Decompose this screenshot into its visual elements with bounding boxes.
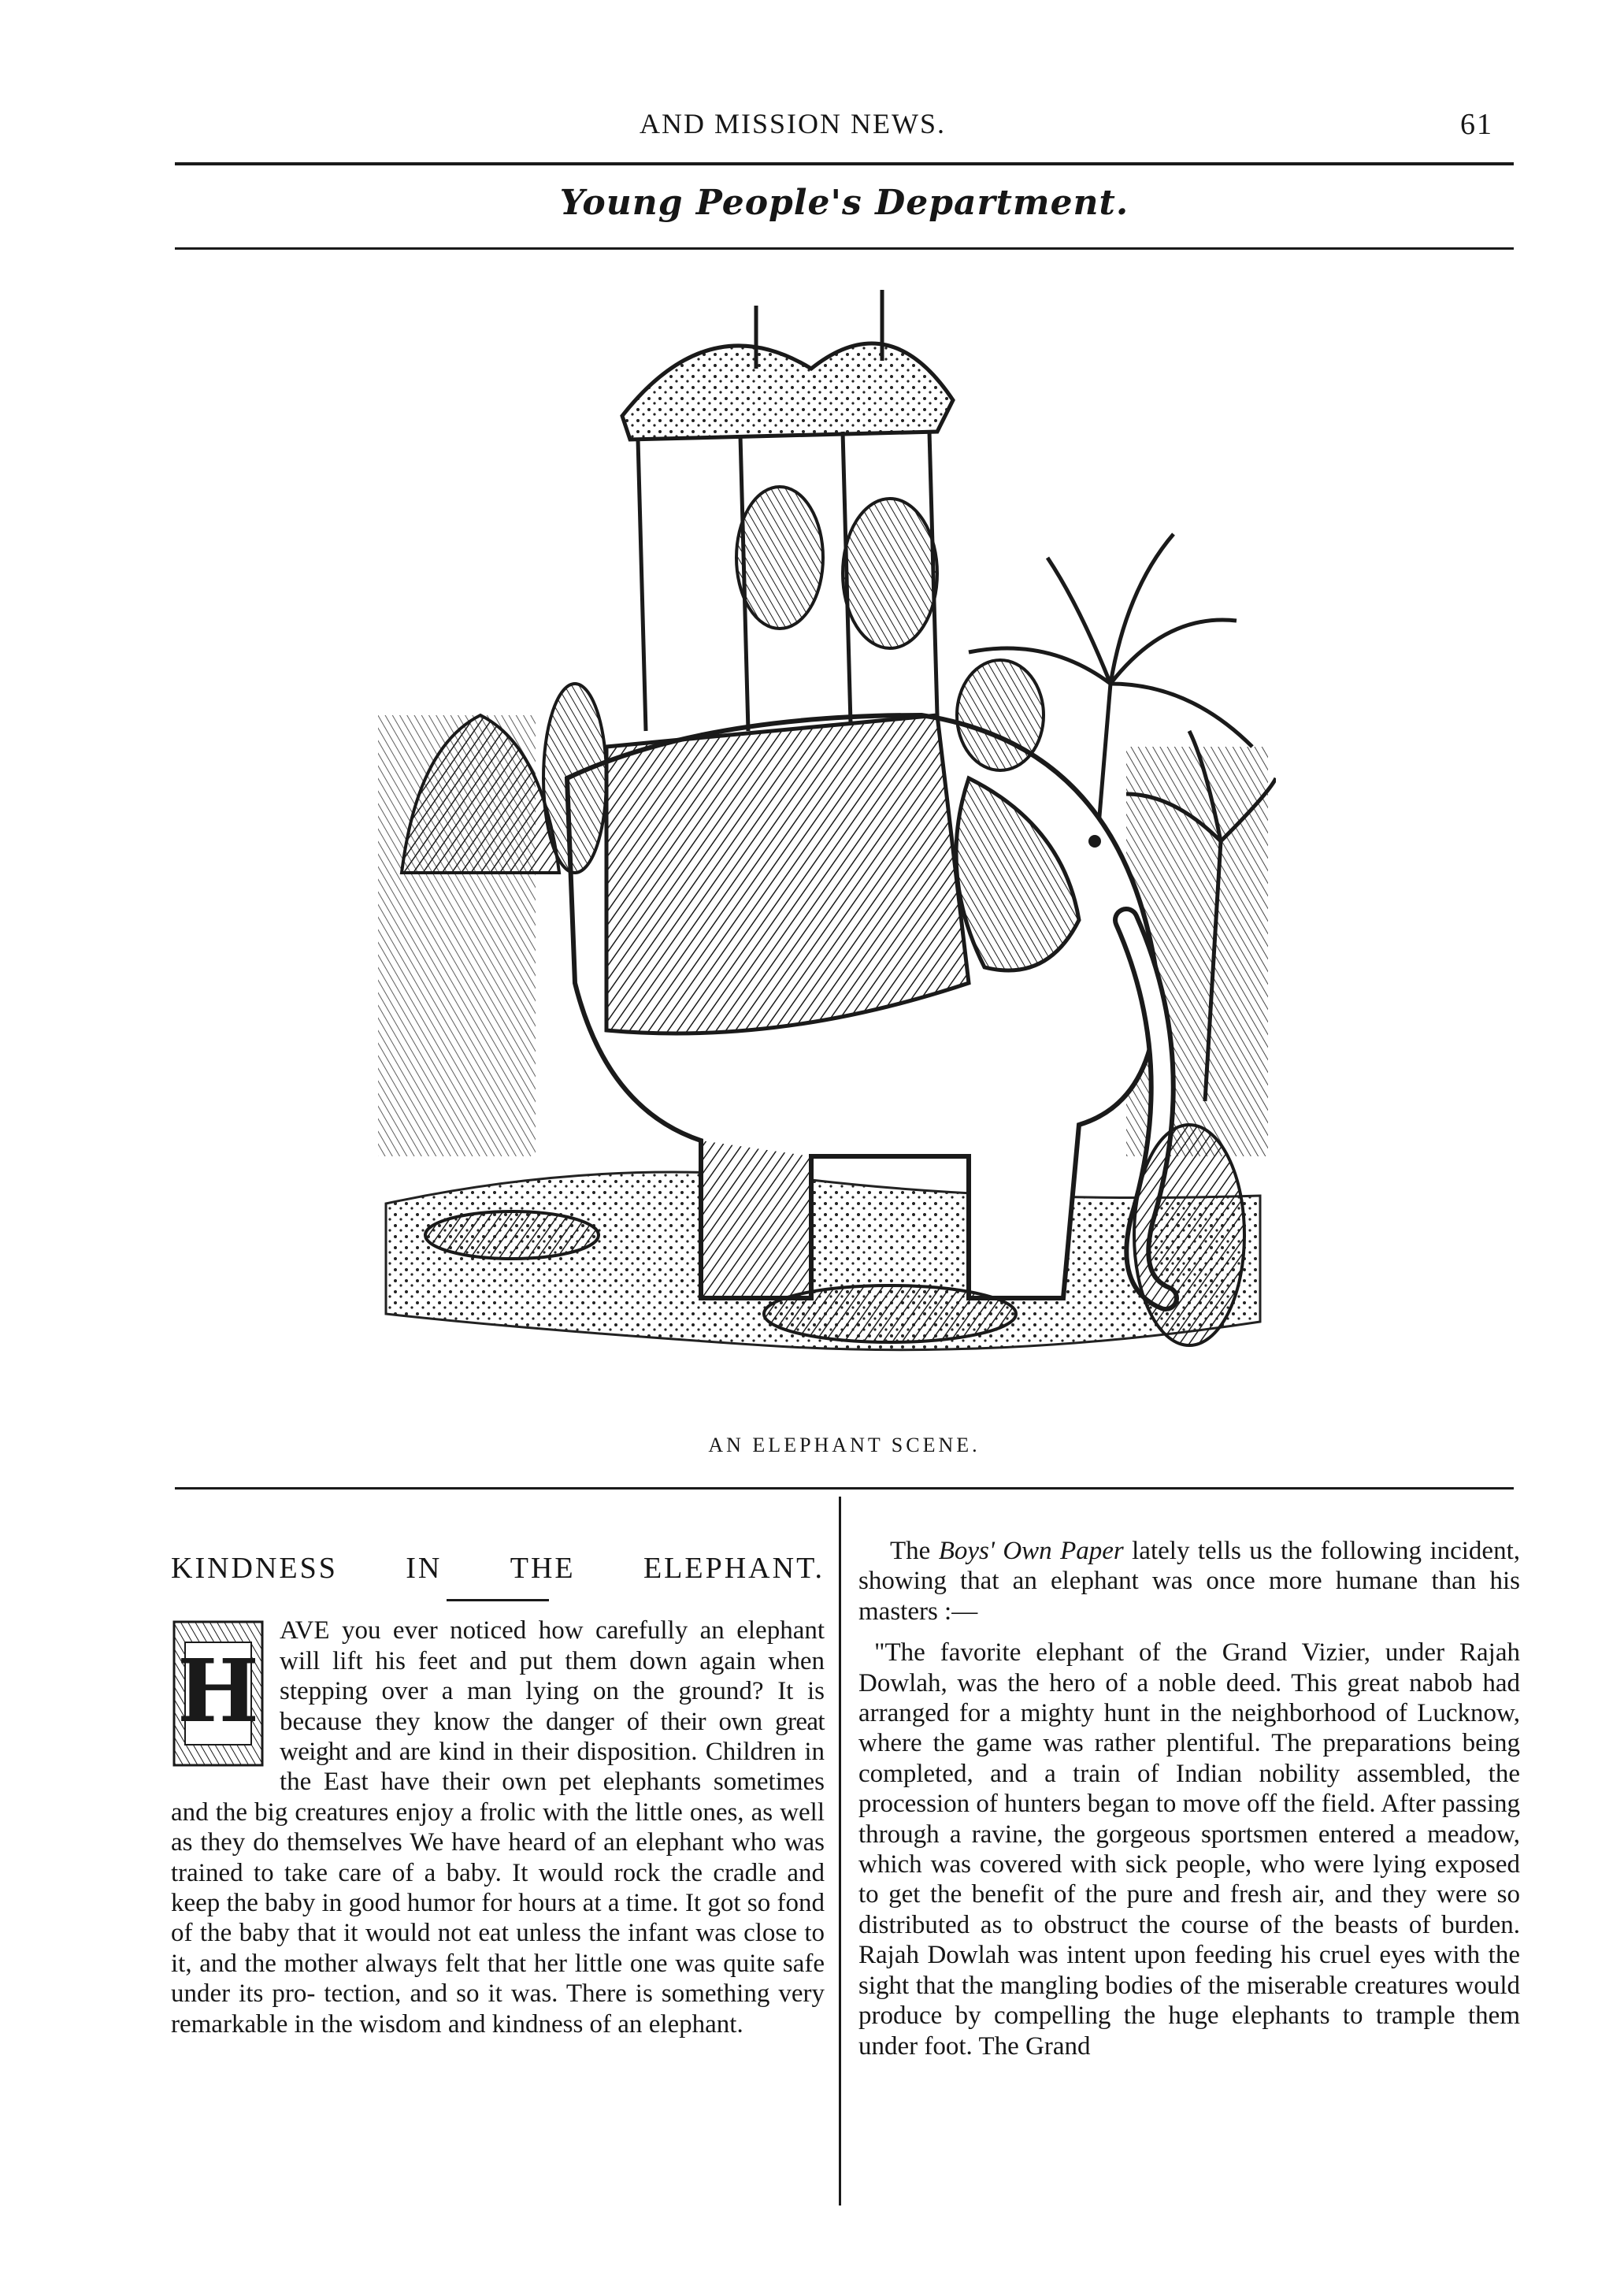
article-kindness-column [171, 1553, 825, 2039]
elephant-eye [1088, 835, 1101, 848]
caption-rule [175, 1487, 1514, 1490]
heading-short-rule [447, 1599, 549, 1601]
article-body: AVE you ever noticed how carefully an elephant will lift his feet and put them down again when stepping over a man lying on the ground? It is because they know the danger of their own great weight and are kind in their disposition. Children in the East have their own pet elephants sometimes and the big creatures enjoy a frolic with the little ones, as well as they do themselves We have heard of an elephant who was trained to take care of a baby. It would rock the cradle and keep the baby in good humor for hours at a time. It got so fond of the baby that it would not eat unless the infant was close to it, and the mother always felt that her little one was quite safe under its pro- tection, and so it was. There is something very remarkable in the wisdom and kindness of an elephant. [171, 1616, 825, 2039]
article-vizier-column [858, 1536, 1520, 2072]
page-number: 61 [1460, 108, 1493, 141]
heading-word: ELEPHANT. [643, 1552, 825, 1585]
department-rule [175, 247, 1514, 250]
publication-title: Boys' Own Paper [938, 1537, 1124, 1565]
column-divider [839, 1497, 841, 2206]
drop-cap-letter: H [177, 1640, 259, 1742]
saddle-cloth [606, 715, 969, 1033]
heading-word: KINDNESS [171, 1552, 338, 1585]
heading-word: THE [510, 1552, 576, 1585]
running-header-title: AND MISSION NEWS. [640, 108, 947, 139]
header-rule [175, 162, 1514, 165]
elephant-engraving [370, 274, 1276, 1416]
story-paragraph: "The favorite elephant of the Grand Vizier, under Rajah Dowlah, was the hero of a noble deed. This great nabob had arranged for a mighty hunt in the neighborhood of Lucknow, where the game was rather plentiful. The preparations being completed, and a train of Indian nobility assembled, the procession of hunters began to move off the field. After passing through a ravine, the gorgeous sportsmen entered a meadow, which was covered with sick people, who were lying exposed to get the benefit of the pure and fresh air, and they were so distributed as to obstruct the course of the beasts of burden. Rajah Dowlah was intent upon feeding his cruel eyes with the sight that the mangling bodies of the miserable creatures would produce by compelling the huge elephants to trample them under foot. The Grand [858, 1638, 1520, 2061]
decorated-drop-cap [171, 1619, 265, 1768]
elephant-leg-shadow [701, 1141, 811, 1298]
department-title: Young People's Department. [559, 183, 1129, 223]
illustration-caption: AN ELEPHANT SCENE. [708, 1434, 981, 1456]
intro-paragraph: The Boys' Own Paper lately tells us the following incident, showing that an elephant was once more humane than his masters :— [858, 1537, 1520, 1626]
running-header [175, 101, 1514, 148]
heading-word: IN [406, 1552, 443, 1585]
article-heading [171, 1553, 825, 1583]
